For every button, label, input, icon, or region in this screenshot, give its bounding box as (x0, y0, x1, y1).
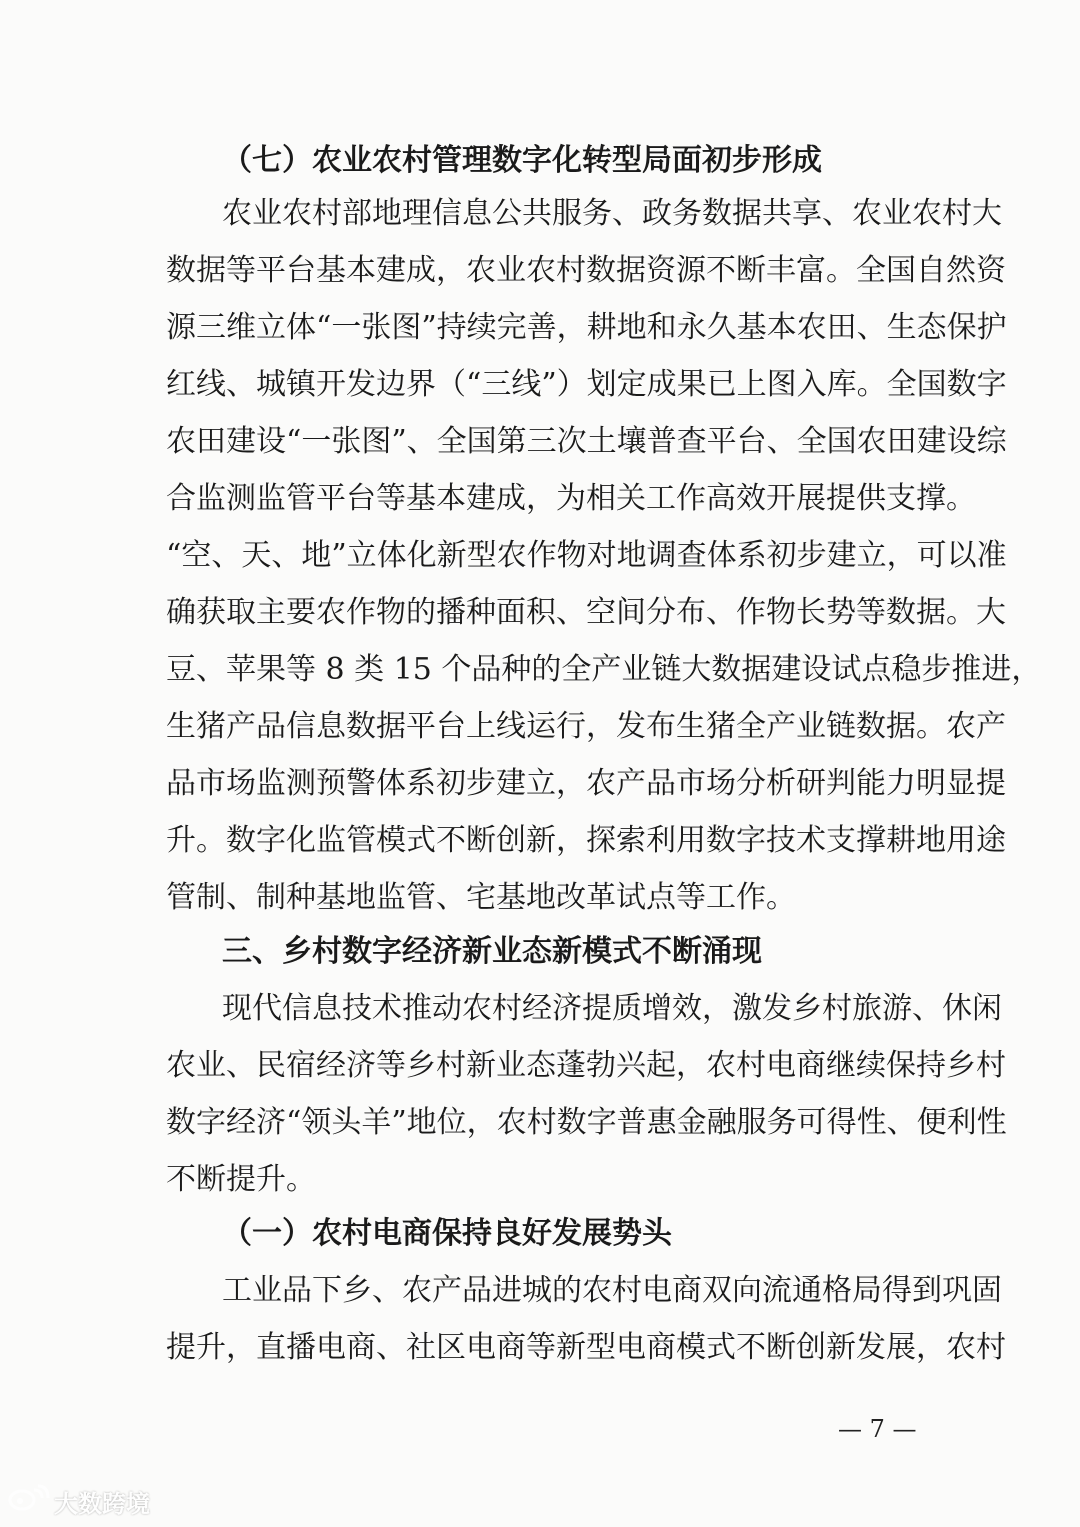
watermark (8, 1485, 150, 1517)
heading-subsection-1: （一）农村电商保持良好发展势头 (222, 1216, 672, 1251)
paragraph-line: 升。数字化监管模式不断创新，探索利用数字技术支撑耕地用途 (166, 823, 1006, 858)
paragraph-line: 豆、苹果等 8 类 15 个品种的全产业链大数据建设试点稳步推进， (166, 652, 1042, 687)
paragraph-line: 现代信息技术推动农村经济提质增效，激发乡村旅游、休闲 (222, 991, 1002, 1026)
paragraph-line: 生猪产品信息数据平台上线运行，发布生猪全产业链数据。农产 (166, 709, 1006, 744)
paragraph-line: 管制、制种基地监管、宅基地改革试点等工作。 (166, 880, 796, 915)
paragraph-line: 品市场监测预警体系初步建立，农产品市场分析研判能力明显提 (166, 766, 1006, 801)
weibo-like-logo-icon (8, 1484, 50, 1518)
paragraph-line: 合监测监管平台等基本建成，为相关工作高效开展提供支撑。 (166, 481, 976, 516)
paragraph-line: 源三维立体“一张图”持续完善，耕地和永久基本农田、生态保护 (166, 310, 1007, 345)
paragraph-line: 农业、民宿经济等乡村新业态蓬勃兴起，农村电商继续保持乡村 (166, 1048, 1006, 1083)
paragraph-line: 数据等平台基本建成，农业农村数据资源不断丰富。全国自然资 (166, 253, 1006, 288)
paragraph-line: 农业农村部地理信息公共服务、政务数据共享、农业农村大 (222, 196, 1002, 231)
paragraph-line: 不断提升。 (166, 1162, 316, 1197)
paragraph-line: 数字经济“领头羊”地位，农村数字普惠金融服务可得性、便利性 (166, 1105, 1007, 1140)
paragraph-line: 确获取主要农作物的播种面积、空间分布、作物长势等数据。大 (166, 595, 1006, 630)
watermark-text: 大数跨境 (54, 1489, 150, 1518)
paragraph-line: 工业品下乡、农产品进城的农村电商双向流通格局得到巩固 (222, 1273, 1002, 1308)
paragraph-line: 提升，直播电商、社区电商等新型电商模式不断创新发展，农村 (166, 1330, 1006, 1365)
heading-section-3: 三、乡村数字经济新业态新模式不断涌现 (222, 934, 762, 969)
paragraph-line: 农田建设“一张图”、全国第三次土壤普查平台、全国农田建设综 (166, 424, 1007, 459)
paragraph-line: 红线、城镇开发边界（“三线”）划定成果已上图入库。全国数字 (166, 367, 1007, 402)
page-number: — 7 — (838, 1415, 917, 1443)
heading-section-7: （七）农业农村管理数字化转型局面初步形成 (222, 143, 822, 178)
paragraph-line: “空、天、地”立体化新型农作物对地调查体系初步建立，可以准 (166, 538, 1007, 573)
